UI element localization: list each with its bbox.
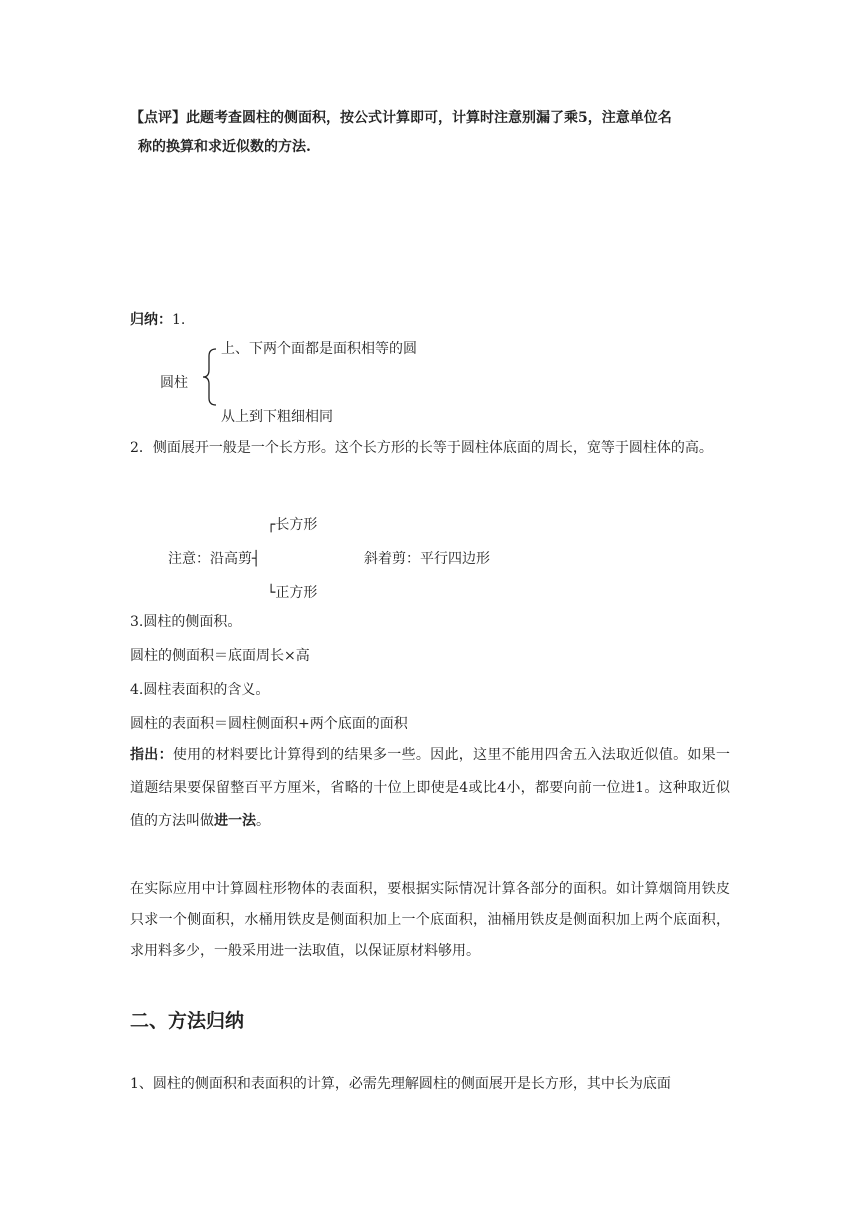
summary-heading — [130, 309, 185, 329]
point-text: 使用的材料要比计算得到的结果多一些。因此，这里不能用四舍五入法取近似值。如果一道题结果要保留整百平方厘米，省略的十位上即使是4或比4小，都要向前一位进1。这种取近似值的方法叫做 — [130, 747, 731, 829]
curly-brace-icon — [202, 348, 220, 406]
section-item-1: 1、圆柱的侧面积和表面积的计算，必需先理解圆柱的侧面展开是长方形，其中长为底面 — [130, 1076, 671, 1092]
item3-formula: 圆柱的侧面积＝底面周长×高 — [130, 648, 310, 664]
summary-num: 1. — [172, 312, 186, 328]
application-paragraph: 在实际应用中计算圆柱形物体的表面积，要根据实际情况计算各部分的面积。如计算烟筒用铁皮只求一个侧面积，水桶用铁皮是侧面积加上一个底面积，油桶用铁皮是侧面积加上两个底面积，求用料多少，一般采用进一法取值，以保证原材料够用。 — [130, 881, 730, 959]
item4-title: 4.圆柱表面积的含义。 — [130, 682, 270, 698]
brace-bottom-text: 从上到下粗细相同 — [221, 409, 333, 425]
point-label: 指出： — [130, 747, 173, 763]
comment-line-2: 称的换算和求近似数的方法. — [138, 139, 311, 155]
point-end: 。 — [256, 813, 270, 829]
summary-item-2: 2．侧面展开一般是一个长方形。这个长方形的长等于圆柱体底面的周长，宽等于圆柱体的高。 — [130, 440, 713, 456]
comment-label: 【点评】 — [130, 110, 186, 126]
brace-center-text: 圆柱 — [160, 375, 188, 391]
item4-formula: 圆柱的表面积＝圆柱侧面积+两个底面的面积 — [130, 716, 408, 732]
brace-top-text: 上、下两个面都是面积相等的圆 — [221, 341, 417, 357]
point-term: 进一法 — [214, 813, 256, 829]
note-bottom: └正方形 — [267, 585, 318, 601]
note-label: 注意：沿高剪┤ — [168, 551, 261, 567]
comment-text-1: 此题考查圆柱的侧面积，按公式计算即可，计算时注意别漏了乘5，注意单位名 — [186, 110, 672, 126]
item3-title: 3.圆柱的侧面积。 — [130, 614, 242, 630]
summary-label: 归纳： — [130, 312, 172, 328]
comment-line-1 — [130, 107, 672, 127]
point-paragraph — [130, 739, 730, 838]
section-heading: 二、方法归纳 — [130, 1010, 245, 1032]
note-top: ┌长方形 — [267, 517, 318, 533]
note-slant: 斜着剪：平行四边形 — [364, 551, 490, 567]
